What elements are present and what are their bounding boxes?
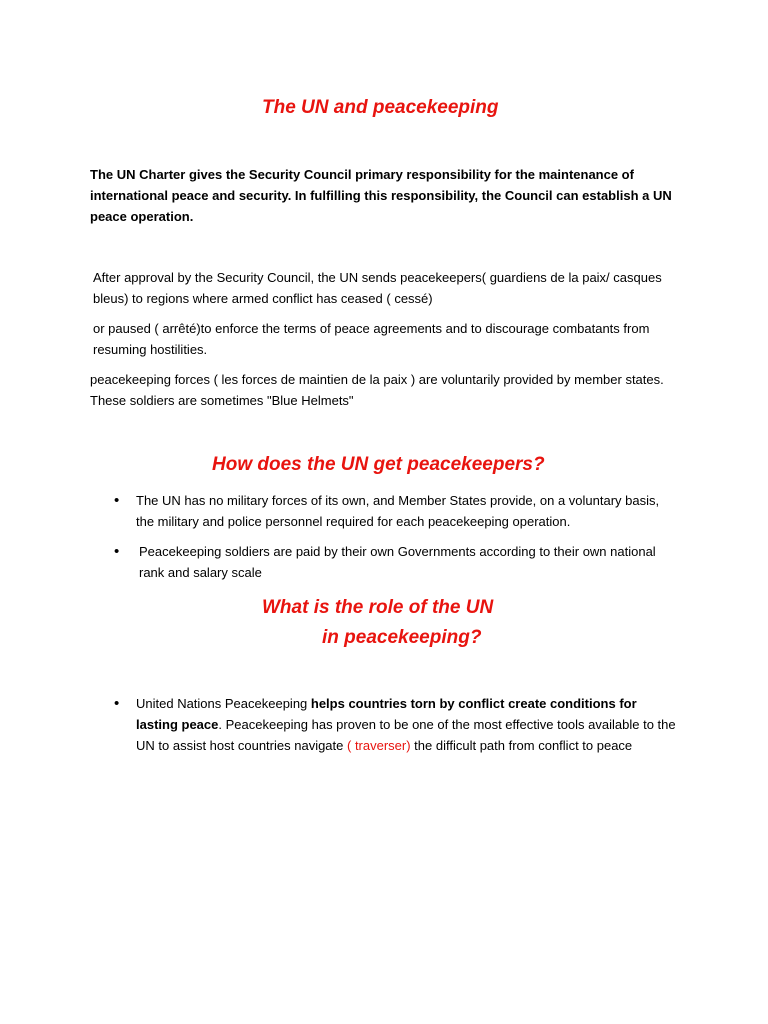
section-heading-role-line2: in peacekeeping?: [322, 627, 482, 648]
list-item: [136, 693, 676, 756]
section-heading-role-line1: What is the role of the UN: [262, 597, 494, 618]
role-text-part2: . Peacekeeping has proven to be one of the most effective tools available to the UN to assist host countries navigate: [136, 717, 676, 753]
forces-paragraph: peacekeeping forces ( les forces de maintien de la paix ) are voluntarily provided by member states. These soldiers are sometimes "Blue Helmets": [90, 372, 664, 408]
bullet-marker: •: [114, 543, 120, 560]
role-text-part3: the difficult path from conflict to peace: [410, 738, 633, 753]
list-item: The UN has no military forces of its own, and Member States provide, on a voluntary basis, the military and police personnel required for each peacekeeping operation.: [136, 493, 660, 529]
bullet-marker: •: [114, 492, 120, 509]
role-text-part1: United Nations Peacekeeping: [136, 696, 311, 711]
approval-paragraph: After approval by the Security Council, the UN sends peacekeepers( guardiens de la paix/ casques bleus) to regions where armed conflict has ceased ( cessé): [93, 270, 662, 306]
role-text-bold: helps countries torn by conflict create conditions for lasting peace: [136, 696, 637, 732]
intro-paragraph: The UN Charter gives the Security Council primary responsibility for the maintenance of international peace and security. In fulfilling this responsibility, the Council can establish a UN peace operation.: [90, 167, 672, 224]
list-item: Peacekeeping soldiers are paid by their own Governments according to their own national rank and salary scale: [139, 544, 656, 580]
paused-paragraph: or paused ( arrêté)to enforce the terms of peace agreements and to discourage combatants from resuming hostilities.: [93, 321, 650, 357]
gloss-traverser: ( traverser): [347, 738, 411, 753]
section-heading-how: How does the UN get peacekeepers?: [212, 454, 545, 475]
page-title: The UN and peacekeeping: [262, 97, 499, 118]
bullet-marker: •: [114, 695, 120, 712]
